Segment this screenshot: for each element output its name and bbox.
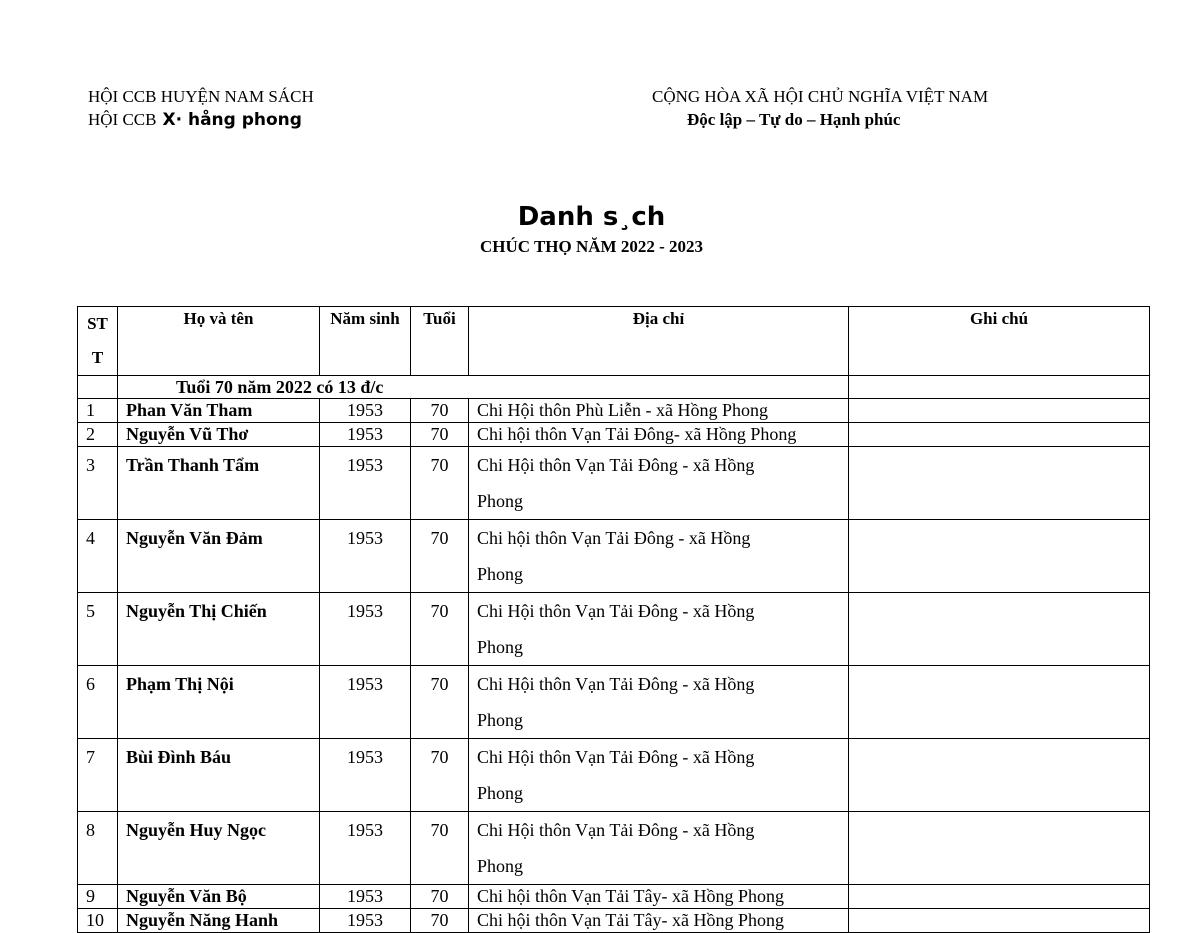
- row-year: 1953: [320, 885, 411, 909]
- row-age: 70: [411, 909, 469, 933]
- header-note: Ghi chú: [849, 307, 1150, 376]
- row-address: [469, 739, 849, 812]
- row-stt: 10: [78, 909, 118, 933]
- table-row: [78, 447, 1150, 520]
- row-stt: 9: [78, 885, 118, 909]
- national-title: CỘNG HÒA XÃ HỘI CHỦ NGHĨA VIỆT NAM: [652, 87, 989, 106]
- header-year: Năm sinh: [320, 307, 411, 376]
- header-stt: [78, 307, 118, 376]
- row-address-line2: Phong: [477, 710, 524, 730]
- row-name: Bùi Đình Báu: [118, 739, 320, 812]
- table-row: [78, 666, 1150, 739]
- row-stt: 8: [78, 812, 118, 885]
- table-row: [78, 885, 1150, 909]
- row-address: [469, 885, 849, 909]
- row-name: Nguyễn Vũ Thơ: [118, 423, 320, 447]
- row-stt: 3: [78, 447, 118, 520]
- row-age: 70: [411, 447, 469, 520]
- row-address-line2: Phong: [477, 564, 524, 584]
- row-stt: 6: [78, 666, 118, 739]
- row-name: Nguyễn Năng Hanh: [118, 909, 320, 933]
- row-stt: 7: [78, 739, 118, 812]
- row-note: [849, 666, 1150, 739]
- header-age: Tuổi: [411, 307, 469, 376]
- group-note-cell: [849, 376, 1150, 399]
- row-address-line1: Chi Hội thôn Phù Liễn - xã Hồng Phong: [477, 400, 768, 420]
- row-age: 70: [411, 885, 469, 909]
- row-note: [849, 885, 1150, 909]
- row-address: [469, 909, 849, 933]
- row-age: 70: [411, 520, 469, 593]
- row-address-line2: Phong: [477, 856, 524, 876]
- row-address-line2: Phong: [477, 783, 524, 803]
- group-label: Tuổi 70 năm 2022 có 13 đ/c: [118, 376, 849, 399]
- row-address: [469, 666, 849, 739]
- row-address-line1: Chi Hội thôn Vạn Tải Đông - xã Hồng: [477, 820, 755, 840]
- org-name-district: HỘI CCB HUYỆN NAM SÁCH: [88, 87, 314, 106]
- org-name-commune-prefix: HỘI CCB: [88, 110, 157, 129]
- row-address: [469, 520, 849, 593]
- row-name: Phan Văn Tham: [118, 399, 320, 423]
- row-note: [849, 812, 1150, 885]
- table-row: [78, 812, 1150, 885]
- row-address: [469, 812, 849, 885]
- header-stt-line1: ST: [87, 314, 108, 333]
- table-row: [78, 520, 1150, 593]
- row-address: [469, 593, 849, 666]
- row-year: 1953: [320, 447, 411, 520]
- row-address-line1: Chi Hội thôn Vạn Tải Đông - xã Hồng: [477, 747, 755, 767]
- row-address-line1: Chi hội thôn Vạn Tải Đông- xã Hồng Phong: [477, 424, 797, 444]
- row-stt: 5: [78, 593, 118, 666]
- header-stt-line2: T: [91, 348, 104, 367]
- row-name: Phạm Thị Nội: [118, 666, 320, 739]
- row-age: 70: [411, 812, 469, 885]
- row-name: Nguyễn Huy Ngọc: [118, 812, 320, 885]
- row-age: 70: [411, 423, 469, 447]
- header-address: Địa chỉ: [469, 307, 849, 376]
- national-motto: Độc lập – Tự do – Hạnh phúc: [687, 110, 901, 129]
- row-year: 1953: [320, 812, 411, 885]
- row-year: 1953: [320, 520, 411, 593]
- row-note: [849, 447, 1150, 520]
- row-address-line2: Phong: [477, 637, 524, 657]
- row-address: [469, 447, 849, 520]
- row-age: 70: [411, 593, 469, 666]
- row-note: [849, 593, 1150, 666]
- row-year: 1953: [320, 593, 411, 666]
- document-title: Danh s¸ch: [517, 202, 666, 232]
- row-age: 70: [411, 739, 469, 812]
- row-year: 1953: [320, 739, 411, 812]
- row-note: [849, 909, 1150, 933]
- row-stt: 1: [78, 399, 118, 423]
- row-note: [849, 520, 1150, 593]
- row-year: 1953: [320, 666, 411, 739]
- row-year: 1953: [320, 399, 411, 423]
- row-address-line1: Chi hội thôn Vạn Tải Tây- xã Hồng Phong: [477, 886, 784, 906]
- org-name-commune-name: X· hång phong: [162, 110, 302, 130]
- row-address-line2: Phong: [477, 491, 524, 511]
- table-row: [78, 399, 1150, 423]
- row-address-line1: Chi Hội thôn Vạn Tải Đông - xã Hồng: [477, 674, 755, 694]
- member-table: [77, 306, 1150, 933]
- row-note: [849, 739, 1150, 812]
- row-stt: 4: [78, 520, 118, 593]
- row-address: [469, 399, 849, 423]
- row-address-line1: Chi Hội thôn Vạn Tải Đông - xã Hồng: [477, 601, 755, 621]
- row-address-line1: Chi hội thôn Vạn Tải Đông - xã Hồng: [477, 528, 751, 548]
- row-address: [469, 423, 849, 447]
- row-note: [849, 399, 1150, 423]
- group-row: [78, 376, 1150, 399]
- row-name: Nguyễn Văn Đảm: [118, 520, 320, 593]
- row-name: Trần Thanh Tẩm: [118, 447, 320, 520]
- table-row: [78, 423, 1150, 447]
- table-row: [78, 593, 1150, 666]
- row-name: Nguyễn Thị Chiến: [118, 593, 320, 666]
- row-age: 70: [411, 399, 469, 423]
- row-age: 70: [411, 666, 469, 739]
- table-header-row: [78, 307, 1150, 376]
- row-year: 1953: [320, 909, 411, 933]
- table-row: [78, 739, 1150, 812]
- table-row: [78, 909, 1150, 933]
- group-stt-cell: [78, 376, 118, 399]
- header-name: Họ và tên: [118, 307, 320, 376]
- row-name: Nguyễn Văn Bộ: [118, 885, 320, 909]
- row-year: 1953: [320, 423, 411, 447]
- row-address-line1: Chi hội thôn Vạn Tải Tây- xã Hồng Phong: [477, 910, 784, 930]
- document-subtitle: CHÚC THỌ NĂM 2022 - 2023: [479, 237, 704, 256]
- row-note: [849, 423, 1150, 447]
- row-address-line1: Chi Hội thôn Vạn Tải Đông - xã Hồng: [477, 455, 755, 475]
- org-name-commune: [88, 109, 302, 131]
- row-stt: 2: [78, 423, 118, 447]
